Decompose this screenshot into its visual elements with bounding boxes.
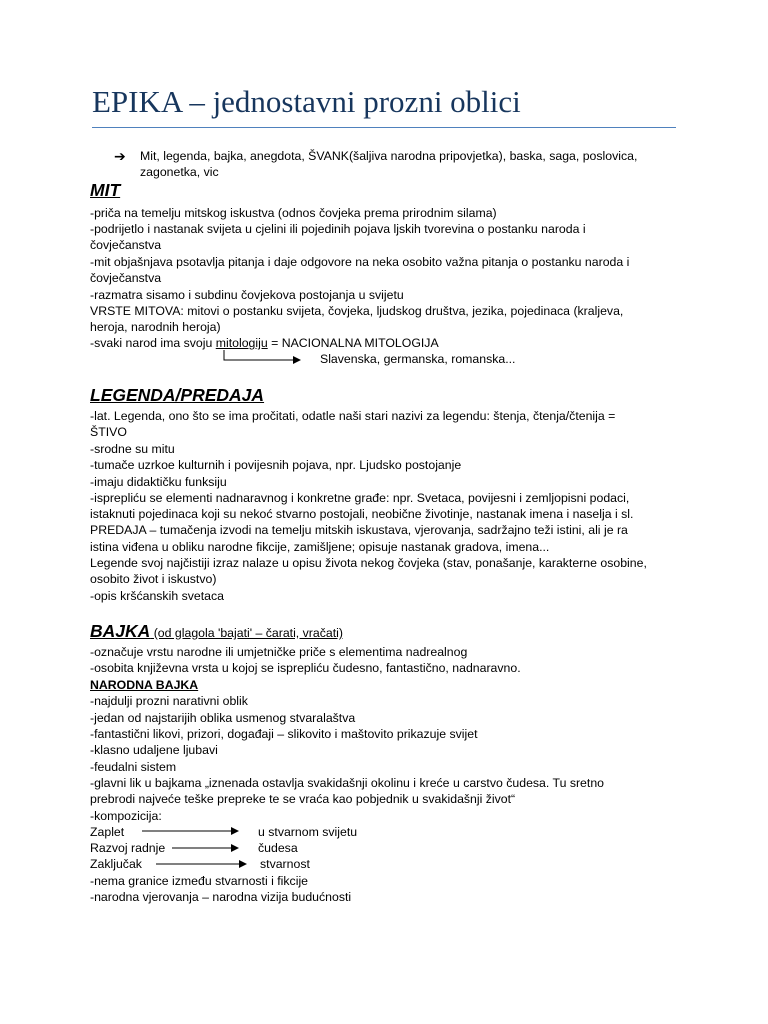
text-line: -mit objašnjava psotavlja pitanja i daje odgovore na neka osobito važna pitanja o postanku naroda i [90, 255, 630, 269]
text-line: istina viđena u obliku narodne fikcije, zamišljene; opisuje nastanak gradova, imena... [90, 540, 550, 554]
arrow-bullet-icon: ➔ [114, 148, 126, 164]
text-line: -fantastični likovi, prizori, događaji – slikovito i maštovito prikazuje svijet [90, 727, 478, 741]
text-line: -isprepliću se elementi nadnaravnog i konkretne građe: npr. Svetaca, povijesni i zemljopisni podaci, [90, 491, 630, 505]
text-line: -srodne su mitu [90, 442, 175, 456]
text-line: -feudalni sistem [90, 760, 177, 774]
text-line: ŠTIVO [90, 425, 127, 439]
heading-bajka-text: BAJKA [90, 621, 151, 641]
text-line: -opis kršćanskih svetaca [90, 589, 224, 603]
bullet-line: Mit, legenda, bajka, anegdota, ŠVANK(šaljiva narodna pripovjetka), baska, saga, poslovica, [140, 149, 638, 163]
subheading-narodna-bajka: NARODNA BAJKA [90, 678, 199, 692]
text-line: -razmatra sisamo i subdinu čovjekova postojanja u svijetu [90, 288, 404, 302]
text-line: -lat. Legenda, ono što se ima pročitati, odatle naši stari nazivi za legendu: štenja, čtenja/čtenija = [90, 409, 616, 423]
text-line: čovječanstva [90, 271, 162, 285]
branch-text: Slavenska, germanska, romanska... [320, 352, 516, 366]
text-line: -označuje vrstu narodne ili umjetničke priče s elementima nadrealnog [90, 645, 468, 659]
composition-left: Razvoj radnje [90, 841, 166, 855]
text-line: osobito život i iskustvo) [90, 572, 217, 586]
text-line: -narodna vjerovanja – narodna vizija budućnosti [90, 890, 352, 904]
text-fragment: -svaki narod ima svoju [90, 336, 216, 350]
composition-left: Zaplet [90, 825, 125, 839]
text-line: heroja, narodnih heroja) [90, 320, 221, 334]
text-line: VRSTE MITOVA: mitovi o postanku svijeta, čovjeka, ljudskog društva, jezika, pojedinaca (kraljeva, [90, 304, 624, 318]
text-fragment: = NACIONALNA MITOLOGIJA [267, 336, 439, 350]
heading-mit: MIT [90, 180, 121, 200]
branch-arrow [224, 350, 300, 360]
text-line: -tumače uzrkoe kulturnih i povijesnih pojava, npr. Ljudsko postojanje [90, 458, 462, 472]
text-line: -nema granice između stvarnosti i fikcije [90, 874, 309, 888]
composition-right: u stvarnom svijetu [258, 825, 358, 839]
text-line: -klasno udaljene ljubavi [90, 743, 218, 757]
text-line: istaknuti pojedinaca koji su nekoć stvarno postojali, neobične životinje, nastanak imena i naselja i sl. [90, 507, 634, 521]
text-line: -podrijetlo i nastanak svijeta u cjelini ili pojedinih pojava ljskih tvorevina o postanku naroda i [90, 222, 586, 236]
composition-right: stvarnost [260, 857, 310, 871]
text-line: prebrodi najveće teške prepreke te se vraća kao pobjednik u svakidašnji život“ [90, 792, 516, 806]
composition-left: Zaključak [90, 857, 142, 871]
underlined-term: mitologiju [215, 336, 268, 350]
text-line: čovječanstva [90, 238, 162, 252]
text-line: -priča na temelju mitskog iskustva (odnos čovjeka prema prirodnim silama) [90, 206, 497, 220]
heading-bajka-note: (od glagola 'bajati' – čarati, vračati) [150, 626, 343, 640]
text-line: -glavni lik u bajkama „iznenada ostavlja svakidašnji okolinu i kreće u carstvo čudesa. Tu sretno [90, 776, 604, 790]
text-line: -osobita književna vrsta u kojoj se isprepliću čudesno, fantastično, nadnaravno. [90, 661, 521, 675]
text-line: -imaju didaktičku funksiju [90, 475, 227, 489]
page-title: EPIKA – jednostavni prozni oblici [92, 84, 521, 119]
heading-legenda: LEGENDA/PREDAJA [90, 385, 265, 405]
text-line: Legende svoj najčistiji izraz nalaze u opisu života nekog čovjeka (stav, ponašanje, karakterne osobine, [90, 556, 647, 570]
text-line: PREDAJA – tumačenja izvodi na temelju mitskih iskustava, vjerovanja, sadržajno teži istini, ali je ra [90, 523, 628, 537]
text-line: -kompozicija: [90, 809, 162, 823]
composition-right: čudesa [258, 841, 298, 855]
text-line: -jedan od najstarijih oblika usmenog stvaralaštva [90, 711, 356, 725]
text-line: -najdulji prozni narativni oblik [90, 694, 248, 708]
bullet-line: zagonetka, vic [140, 165, 219, 179]
